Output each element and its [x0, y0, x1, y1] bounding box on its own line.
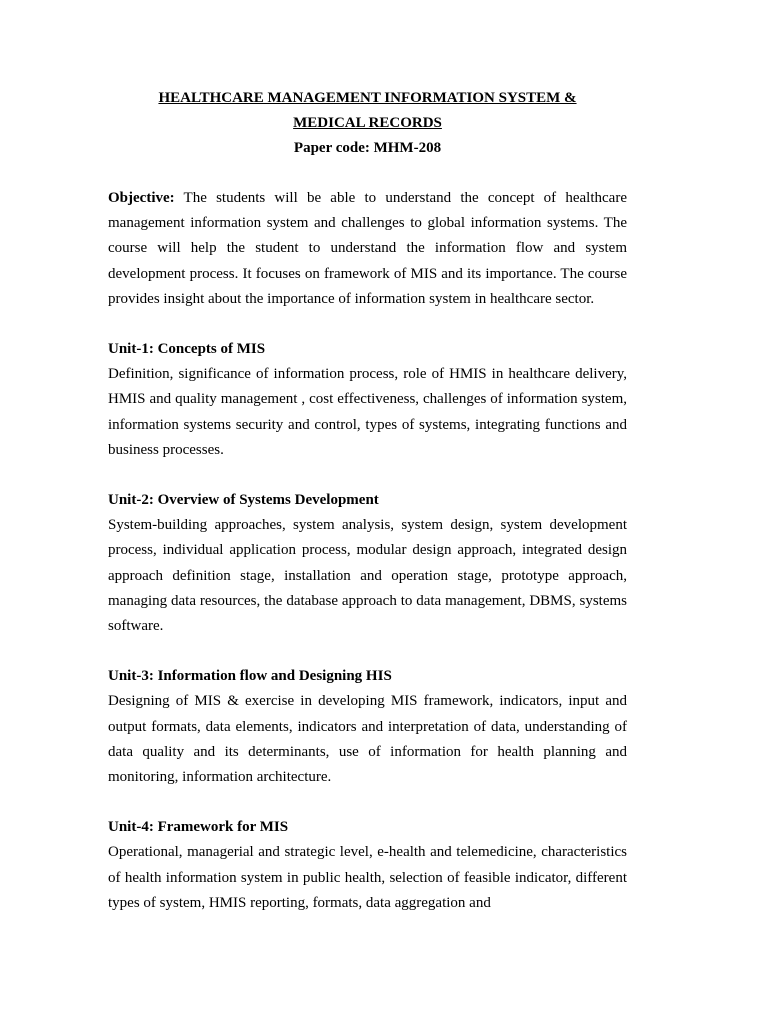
unit-2-heading: Unit-2: Overview of Systems Development: [108, 492, 379, 509]
unit-3-section: [108, 664, 627, 790]
unit-4-heading: Unit-4: Framework for MIS: [108, 819, 289, 836]
objective-paragraph: [108, 186, 627, 312]
unit-1-body: Definition, significance of information process, role of HMIS in healthcare delivery, HMIS and quality management , cost effectiveness, challenges of information system, information systems security and control, types of systems, integrating functions and business processes.: [108, 366, 627, 458]
unit-1-section: [108, 337, 627, 463]
document-title: HEALTHCARE MANAGEMENT INFORMATION SYSTEM & MEDICAL RECORDS: [158, 90, 577, 131]
objective-label: Objective:: [108, 190, 175, 206]
unit-3-body: Designing of MIS & exercise in developing MIS framework, indicators, input and output formats, data elements, indicators and interpretation of data, understanding of data quality and its determinants, use of information for health planning and monitoring, information architecture.: [108, 693, 627, 786]
paper-code: Paper code: MHM-208: [293, 140, 442, 156]
objective-text: The students will be able to understand the concept of healthcare management information system and challenges to global information systems. The course will help the student to understand the information flow and system development process. It focuses on framework of MIS and its importance. The course provides insight about the importance of information system in healthcare sector.: [108, 190, 627, 307]
unit-4-section: [108, 815, 627, 916]
unit-2-section: [108, 488, 627, 639]
unit-3-heading: Unit-3: Information flow and Designing HIS: [108, 668, 392, 685]
unit-4-body: Operational, managerial and strategic level, e-health and telemedicine, characteristics of health information system in public health, selection of feasible indicator, different types of system, HMIS reporting, formats, data aggregation and: [108, 844, 627, 911]
unit-2-body: System-building approaches, system analysis, system design, system development process, individual application process, modular design approach, integrated design approach definition stage, installation and operation stage, prototype approach, managing data resources, the database approach to data management, DBMS, systems software.: [108, 517, 627, 635]
document-page: [108, 86, 627, 941]
unit-1-heading: Unit-1: Concepts of MIS: [108, 341, 266, 358]
